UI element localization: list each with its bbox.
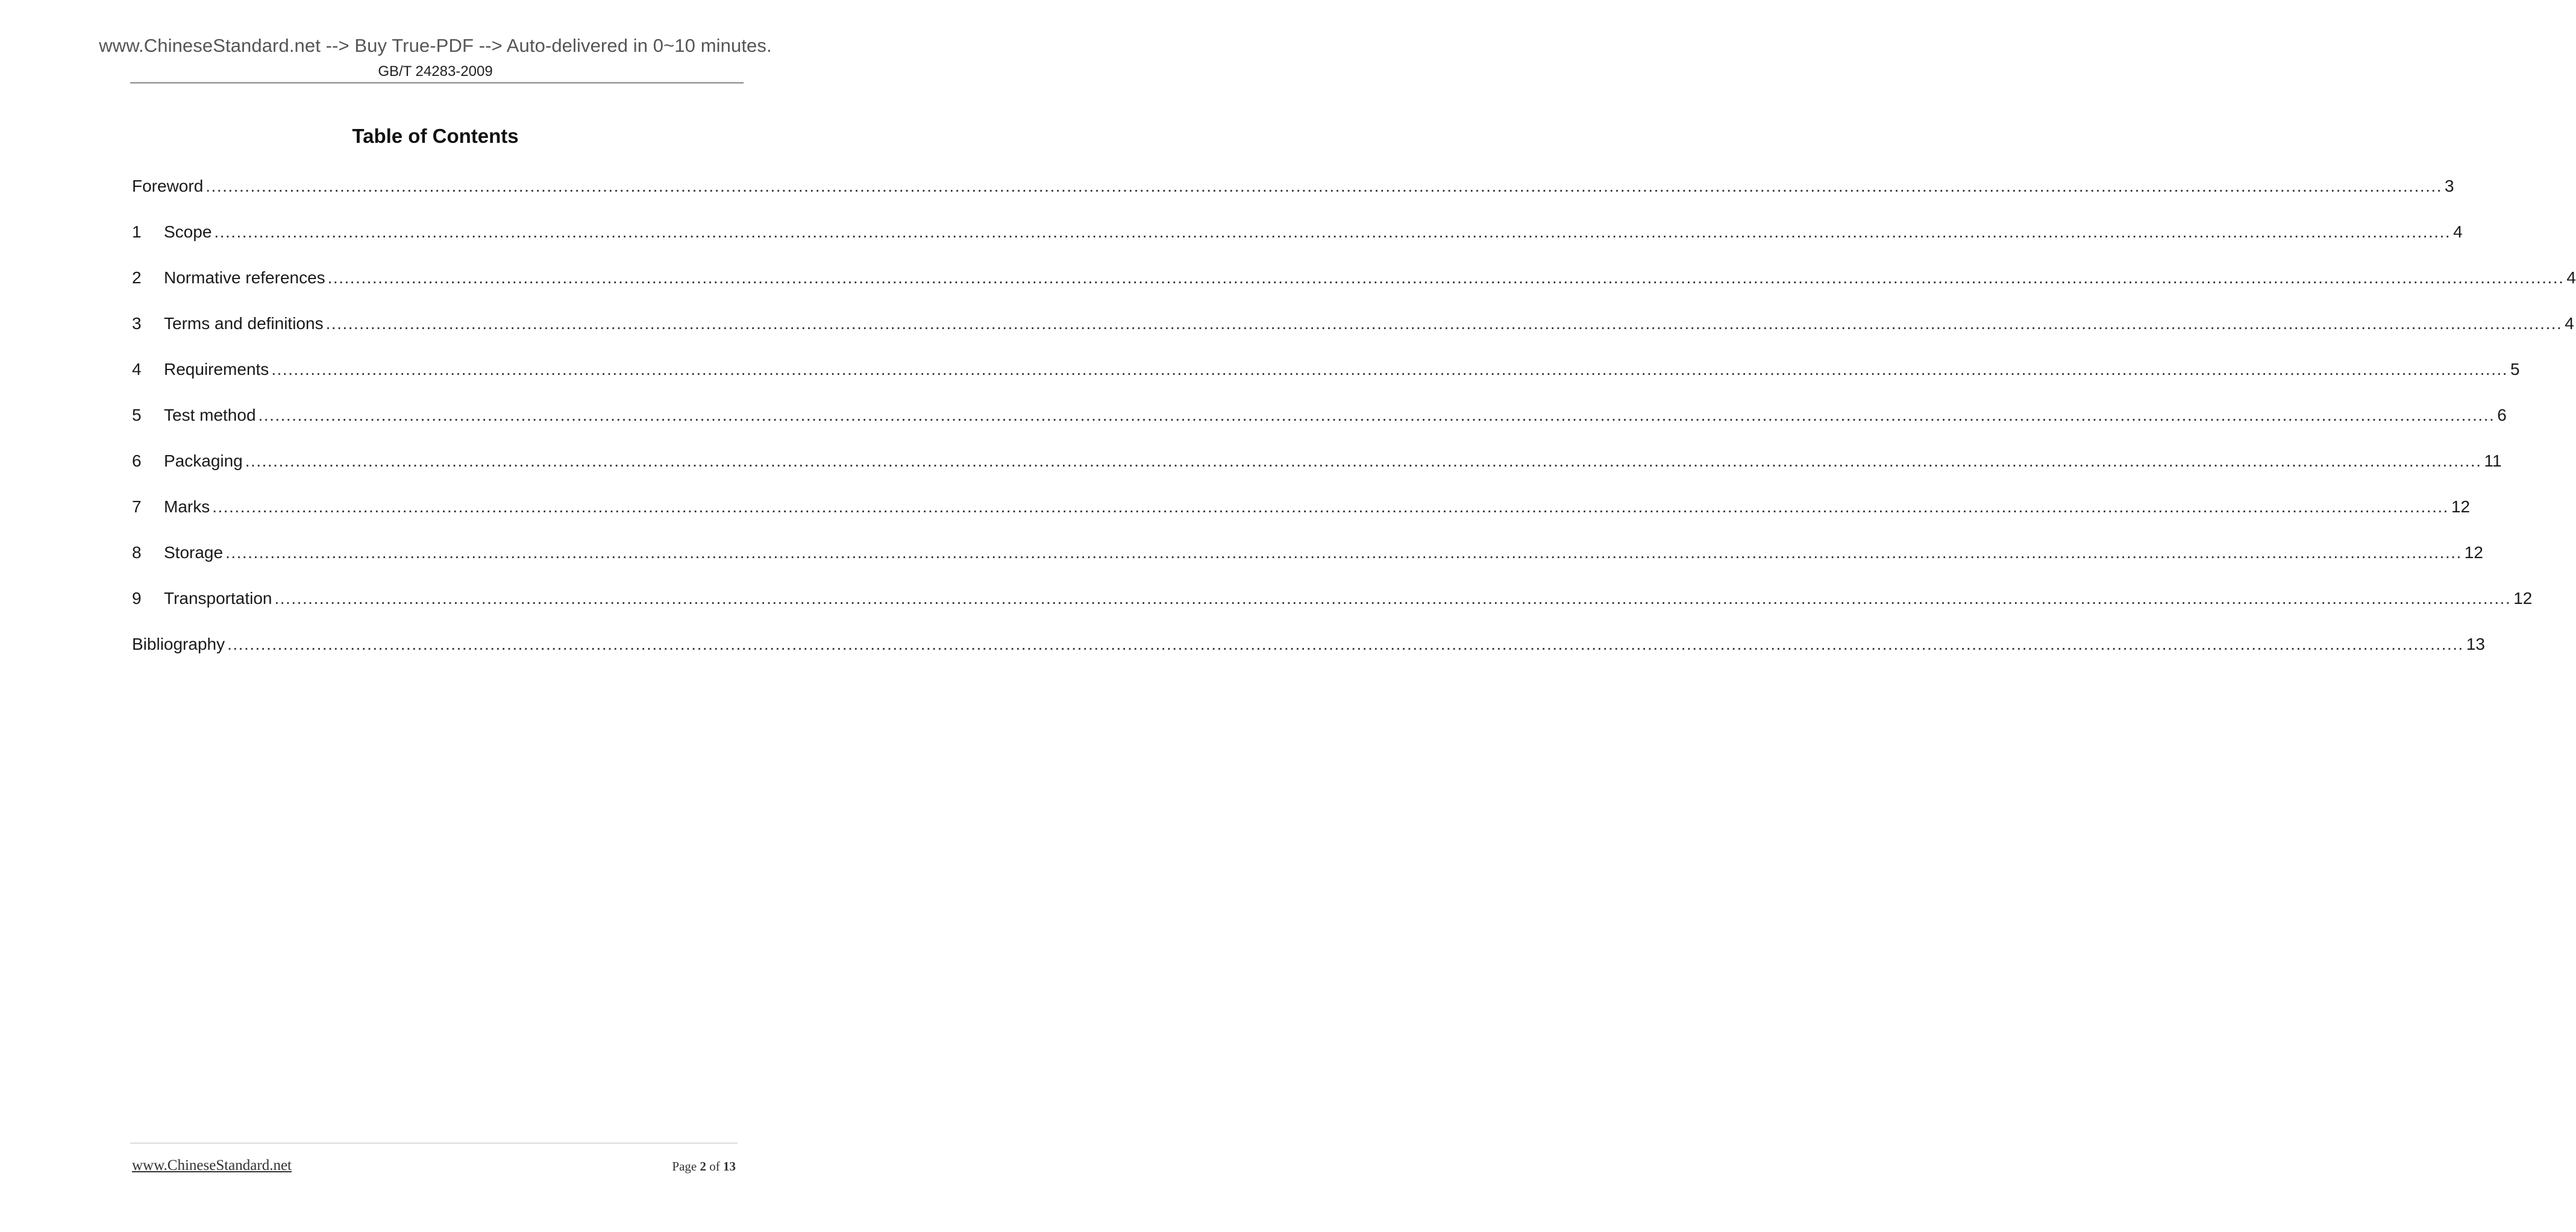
toc-entry-label: Scope — [164, 222, 212, 241]
table-of-contents — [132, 177, 2576, 680]
toc-leader-dots: ................................................................................................................................................................................................................................................................................................................................................................................................................ — [325, 314, 2563, 333]
toc-leader-dots: ................................................................................................................................................................................................................................................................................................................................................................................................................ — [225, 543, 2462, 562]
page-total: 13 — [723, 1159, 736, 1174]
toc-entry-scope[interactable] — [132, 222, 2463, 247]
toc-entry-label: Test method — [164, 406, 256, 424]
toc-entry-number: 5 — [132, 406, 142, 424]
toc-leader-dots: ................................................................................................................................................................................................................................................................................................................................................................................................................ — [212, 497, 2449, 516]
toc-leader-dots: ................................................................................................................................................................................................................................................................................................................................................................................................................ — [245, 451, 2482, 470]
toc-entry-label: Requirements — [164, 360, 269, 379]
toc-entry-page: 5 — [2510, 360, 2520, 379]
toc-leader-dots: ................................................................................................................................................................................................................................................................................................................................................................................................................ — [327, 268, 2565, 287]
toc-leader-dots: ................................................................................................................................................................................................................................................................................................................................................................................................................ — [205, 177, 2442, 195]
toc-entry-number: 7 — [132, 497, 142, 516]
toc-entry-transportation[interactable] — [132, 589, 2533, 613]
toc-entry-label: Foreword — [132, 177, 204, 195]
toc-entry-number: 8 — [132, 543, 142, 562]
toc-entry-bibliography[interactable] — [132, 635, 2485, 659]
toc-entry-number: 6 — [132, 451, 142, 470]
toc-entry-number: 3 — [132, 314, 142, 333]
footer-site-link[interactable]: www.ChineseStandard.net — [132, 1157, 292, 1174]
toc-entry-number: 9 — [132, 589, 142, 608]
toc-entry-label: Packaging — [164, 451, 243, 470]
toc-leader-dots: ................................................................................................................................................................................................................................................................................................................................................................................................................ — [271, 360, 2509, 379]
toc-entry-label: Normative references — [164, 268, 325, 287]
toc-entry-label: Storage — [164, 543, 224, 562]
toc-entry-requirements[interactable] — [132, 360, 2520, 384]
toc-entry-page: 6 — [2497, 406, 2507, 424]
toc-entry-page: 3 — [2444, 177, 2454, 195]
toc-title: Table of Contents — [352, 125, 519, 147]
page-current: 2 — [700, 1159, 706, 1174]
page-of: of — [709, 1159, 720, 1174]
footer-page-number — [672, 1159, 736, 1174]
page-prefix: Page — [672, 1159, 697, 1174]
toc-entry-page: 13 — [2466, 635, 2485, 653]
toc-entry-page: 4 — [2565, 314, 2574, 333]
toc-entry-terms-and-definitions[interactable] — [132, 314, 2574, 338]
toc-entry-test-method[interactable] — [132, 406, 2507, 430]
toc-entry-label: Bibliography — [132, 635, 225, 653]
toc-entry-label: Transportation — [164, 589, 272, 608]
document-number: GB/T 24283-2009 — [378, 63, 493, 80]
toc-entry-page: 11 — [2484, 451, 2502, 470]
toc-leader-dots: ................................................................................................................................................................................................................................................................................................................................................................................................................ — [227, 635, 2464, 653]
toc-entry-page: 12 — [2451, 497, 2471, 516]
toc-entry-packaging[interactable] — [132, 451, 2502, 476]
header-banner[interactable]: www.ChineseStandard.net --> Buy True-PDF --> Auto-delivered in 0~10 minutes. — [99, 35, 772, 56]
toc-leader-dots: ................................................................................................................................................................................................................................................................................................................................................................................................................ — [274, 589, 2512, 608]
toc-entry-page: 12 — [2513, 589, 2533, 608]
toc-entry-foreword[interactable] — [132, 177, 2454, 201]
toc-entry-number: 2 — [132, 268, 142, 287]
toc-leader-dots: ................................................................................................................................................................................................................................................................................................................................................................................................................ — [214, 222, 2451, 241]
toc-entry-page: 4 — [2566, 268, 2576, 287]
toc-entry-label: Marks — [164, 497, 210, 516]
toc-entry-storage[interactable] — [132, 543, 2483, 567]
toc-entry-label: Terms and definitions — [164, 314, 324, 333]
toc-entry-page: 12 — [2464, 543, 2483, 562]
toc-entry-number: 1 — [132, 222, 142, 241]
toc-entry-marks[interactable] — [132, 497, 2471, 521]
toc-leader-dots: ................................................................................................................................................................................................................................................................................................................................................................................................................ — [258, 406, 2495, 424]
toc-entry-page: 4 — [2453, 222, 2463, 241]
toc-entry-normative-references[interactable] — [132, 268, 2576, 292]
toc-entry-number: 4 — [132, 360, 142, 379]
